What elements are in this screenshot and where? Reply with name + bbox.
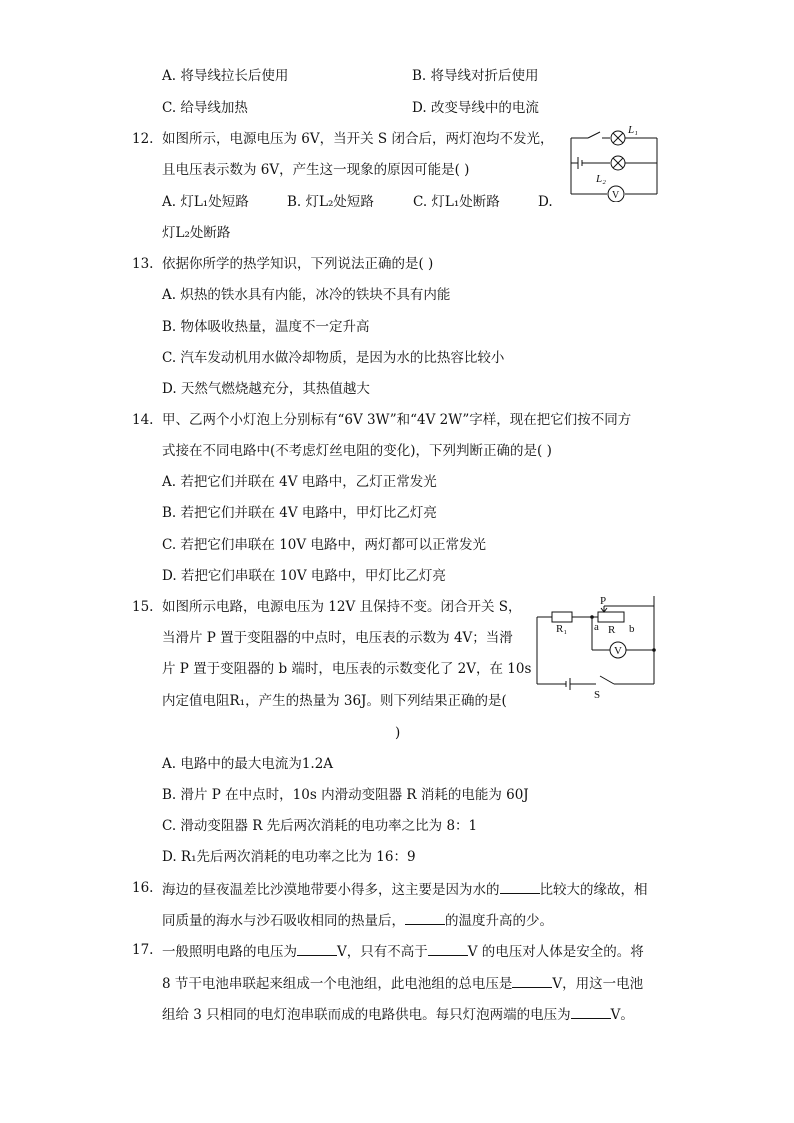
q15-label-r1: R₁ (556, 623, 568, 635)
q14-option-a: A. 若把它们并联在 4V 电路中，乙灯正常发光 (162, 474, 437, 490)
q17-number: 17. (132, 942, 154, 958)
q15-stem-line3: 片 P 置于变阻器的 b 端时，电压表的示数变化了 2V，在 10s (162, 661, 532, 677)
q17-blank-3[interactable] (512, 973, 552, 988)
q16-line2-text-b: 的温度升高的少。 (445, 913, 553, 929)
q12-label-l1: L₁ (628, 124, 638, 136)
q17-line1-text-a: 一般照明电路的电压为 (162, 944, 297, 960)
q12-option-d: D. (538, 194, 553, 210)
q14-stem-line1: 甲、乙两个小灯泡上分别标有“6V 3W”和“4V 2W”字样，现在把它们按不同方 (162, 412, 632, 428)
q12-label-l2: L₂ (596, 173, 606, 185)
q17-blank-4[interactable] (571, 1004, 611, 1019)
q15-stem-line5: ) (395, 725, 401, 741)
q11-option-c: C. 给导线加热 (162, 100, 248, 116)
q15-option-a: A. 电路中的最大电流为1.2A (162, 756, 334, 772)
q13-stem: 依据你所学的热学知识，下列说法正确的是( ) (162, 256, 434, 272)
q17-blank-1[interactable] (297, 941, 337, 956)
q16-line1-text-b: 比较大的缘故，相 (539, 882, 648, 898)
q13-option-c: C. 汽车发动机用水做冷却物质，是因为水的比热容比较小 (162, 350, 505, 366)
q15-label-p: P (600, 595, 607, 607)
q15-label-s: S (594, 689, 601, 701)
q13-number: 13. (132, 256, 154, 272)
q17-line3-text-a: 组给 3 只相同的电灯泡串联而成的电路供电。每只灯泡两端的电压为 (162, 1007, 571, 1023)
q11-option-d: D. 改变导线中的电流 (412, 100, 539, 116)
q15-label-a: a (594, 621, 599, 633)
q16-line1 (162, 879, 648, 899)
q16-line2 (162, 910, 553, 930)
q14-stem-line2: 式接在不同电路中(不考虑灯丝电阻的变化)，下列判断正确的是( ) (162, 443, 552, 459)
q17-blank-2[interactable] (428, 941, 468, 956)
q17-line1-text-c: V 的电压对人体是安全的。将 (467, 944, 644, 960)
q12-number: 12. (132, 131, 154, 147)
q17-line2-text-a: 8 节干电池串联起来组成一个电池组，此电池组的总电压是 (162, 976, 513, 992)
q16-blank-2[interactable] (405, 910, 445, 925)
q12-circuit-diagram (566, 124, 662, 202)
q15-stem-line1: 如图所示电路，电源电压为 12V 且保持不变。闭合开关 S， (162, 599, 522, 615)
q12-option-b: B. 灯L₂处短路 (287, 194, 374, 210)
q15-circuit-diagram (532, 592, 662, 704)
q15-label-r: R (608, 624, 616, 636)
q12-option-c: C. 灯L₁处断路 (413, 194, 500, 210)
q15-option-b: B. 滑片 P 在中点时，10s 内滑动变阻器 R 消耗的电能为 60J (162, 787, 529, 803)
q15-stem-line4: 内定值电阻R₁，产生的热量为 36J。则下列结果正确的是( (162, 693, 507, 709)
q17-line3-text-b: V。 (610, 1007, 634, 1023)
q16-line2-text-a: 同质量的海水与沙石吸收相同的热量后， (162, 913, 405, 929)
q12-option-d-text: 灯L₂处断路 (162, 225, 231, 241)
q17-line1 (162, 941, 644, 961)
q12-stem-line1: 如图所示，电源电压为 6V，当开关 S 闭合后，两灯泡均不发光， (162, 131, 554, 147)
q16-blank-1[interactable] (500, 879, 540, 894)
q14-option-b: B. 若把它们并联在 4V 电路中，甲灯比乙灯亮 (162, 505, 437, 521)
q17-line2 (162, 973, 643, 993)
q17-line2-text-b: V，用这一电池 (552, 976, 644, 992)
q17-line3 (162, 1004, 634, 1024)
q16-line1-text-a: 海边的昼夜温差比沙漠地带要小得多，这主要是因为水的 (162, 882, 500, 898)
q12-stem-line2: 且电压表示数为 6V，产生这一现象的原因可能是( ) (162, 162, 470, 178)
q14-option-c: C. 若把它们串联在 10V 电路中，两灯都可以正常发光 (162, 537, 486, 553)
q14-option-d: D. 若把它们串联在 10V 电路中，甲灯比乙灯亮 (162, 568, 446, 584)
q15-option-d: D. R₁先后两次消耗的电功率之比为 16：9 (162, 849, 416, 865)
q17-line1-text-b: V，只有不高于 (337, 944, 428, 960)
q16-number: 16. (132, 880, 154, 896)
q11-option-a: A. 将导线拉长后使用 (162, 68, 289, 84)
q15-option-c: C. 滑动变阻器 R 先后两次消耗的电功率之比为 8：1 (162, 818, 478, 834)
q14-number: 14. (132, 412, 154, 428)
q12-option-a: A. 灯L₁处短路 (162, 194, 249, 210)
q15-stem-line2: 当滑片 P 置于变阻器的中点时，电压表的示数为 4V；当滑 (162, 630, 513, 646)
q13-option-d: D. 天然气燃烧越充分，其热值越大 (162, 381, 370, 397)
q12-label-v: V (612, 190, 620, 201)
q13-option-a: A. 炽热的铁水具有内能，冰冷的铁块不具有内能 (162, 287, 451, 303)
q15-label-b: b (629, 623, 635, 635)
q15-label-v: V (614, 645, 622, 657)
q13-option-b: B. 物体吸收热量，温度不一定升高 (162, 319, 370, 335)
q15-number: 15. (132, 599, 154, 615)
q11-option-b: B. 将导线对折后使用 (412, 68, 539, 84)
